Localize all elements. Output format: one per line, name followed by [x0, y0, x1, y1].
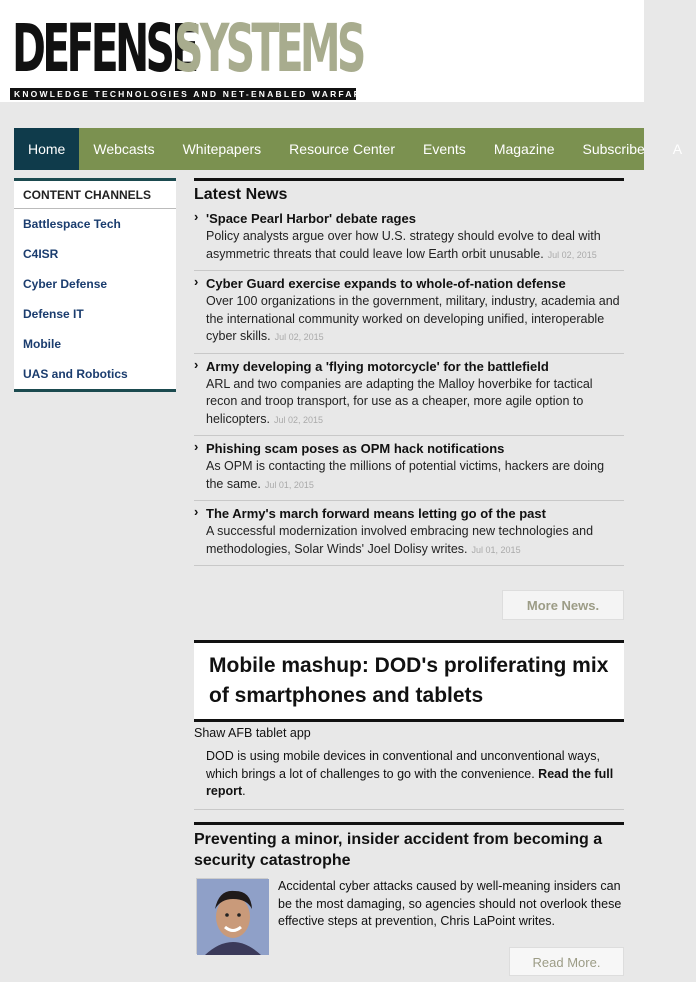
author-photo-icon [197, 879, 269, 955]
logo-defense-text: DEFENSE [12, 10, 196, 87]
sidebar-item-uas-robotics[interactable]: UAS and Robotics [23, 367, 128, 381]
article-title-link[interactable]: Preventing a minor, insider accident from becoming a security catastrophe [194, 831, 603, 869]
sidebar-item-defense-it[interactable]: Defense IT [23, 307, 84, 321]
article-section [194, 822, 624, 954]
news-headline-link[interactable]: Phishing scam poses as OPM hack notifications [206, 441, 505, 456]
read-full-report-link[interactable]: Read the full report [206, 766, 614, 798]
chevron-right-icon: › [194, 439, 199, 454]
sidebar-item-mobile[interactable]: Mobile [23, 337, 61, 351]
news-summary [206, 523, 624, 559]
nav-item-whitepapers[interactable]: Whitepapers [182, 141, 262, 157]
news-summary-text: Over 100 organizations in the government, military, industry, academia and the international community worked on developing unified, interoperable cyber skills. [206, 294, 620, 343]
news-item [194, 501, 624, 566]
news-item [194, 271, 624, 354]
feature-body-suffix: . [242, 784, 246, 798]
news-summary-text: Policy analysts argue over how U.S. strategy should evolve to deal with asymmetric threats that could leave low Earth orbit unusable. [206, 229, 601, 261]
feature-title-box [194, 640, 624, 719]
news-summary-text: As OPM is contacting the millions of potential victims, hackers are doing the same. [206, 459, 605, 491]
feature-title-link[interactable]: Mobile mashup: DOD's proliferating mix of smartphones and tablets [209, 654, 609, 707]
news-headline-link[interactable]: The Army's march forward means letting go of the past [206, 506, 546, 521]
nav-item-magazine[interactable]: Magazine [493, 141, 555, 157]
chevron-right-icon: › [194, 356, 199, 372]
news-headline-link[interactable]: Army developing a 'flying motorcycle' for the battlefield [206, 358, 549, 374]
more-news-button[interactable]: More News. [502, 590, 624, 620]
news-headline-link[interactable]: Cyber Guard exercise expands to whole-of-nation defense [206, 276, 566, 291]
news-summary [206, 228, 624, 264]
chevron-right-icon: › [194, 209, 199, 224]
news-date: Jul 01, 2015 [264, 479, 314, 490]
chevron-right-icon: › [194, 504, 199, 519]
nav-item-subscribe[interactable]: Subscribe [582, 141, 645, 157]
nav-item-resource-center[interactable]: Resource Center [289, 141, 395, 157]
nav-item-truncated[interactable]: A [672, 141, 683, 157]
main-nav [14, 128, 683, 170]
content-channels-sidebar [14, 178, 176, 392]
news-item [194, 206, 624, 271]
read-more-button[interactable]: Read More. [509, 947, 624, 976]
sidebar-item-c4isr[interactable]: C4ISR [23, 247, 59, 261]
news-item [194, 436, 624, 501]
nav-item-home[interactable]: Home [14, 128, 79, 170]
author-avatar [196, 878, 268, 954]
feature-caption: Shaw AFB tablet app [194, 719, 624, 744]
feature-body [194, 744, 624, 810]
news-item [194, 354, 624, 437]
article-summary: Accidental cyber attacks caused by well-meaning insiders can be the most damaging, so agencies should not overlook these effective steps at prevention, Chris LaPoint writes. [278, 879, 622, 928]
sidebar-item-cyber-defense[interactable]: Cyber Defense [23, 277, 108, 291]
news-date: Jul 01, 2015 [471, 544, 521, 555]
site-header [0, 0, 644, 102]
article-row [194, 878, 624, 954]
chevron-right-icon: › [194, 274, 199, 289]
latest-news-title: Latest News [194, 186, 288, 203]
nav-item-webcasts[interactable]: Webcasts [93, 141, 155, 157]
news-summary [206, 458, 624, 494]
news-date: Jul 02, 2015 [547, 249, 597, 260]
news-headline-link[interactable]: 'Space Pearl Harbor' debate rages [206, 211, 416, 226]
nav-item-events[interactable]: Events [423, 141, 466, 157]
feature-body-text: DOD is using mobile devices in conventional and unconventional ways, which brings a lot of challenges to go with the convenience. [206, 749, 600, 781]
feature-section [194, 640, 624, 810]
news-summary-text: A successful modernization involved embracing new technologies and methodologies, Solar Winds' Joel Dolisy writes. [206, 524, 594, 556]
news-summary-text: ARL and two companies are adapting the Malloy hoverbike for tactical recon and troop transport, for use as a cheaper, more agile option to helicopters. [206, 376, 593, 426]
latest-news-section [194, 178, 624, 566]
news-summary [206, 376, 624, 430]
site-tagline: KNOWLEDGE TECHNOLOGIES AND NET-ENABLED WARFARE [10, 88, 356, 100]
sidebar-title: CONTENT CHANNELS [14, 181, 176, 209]
sidebar-item-battlespace-tech[interactable]: Battlespace Tech [23, 217, 121, 231]
logo-systems-text: SYSTEMS [174, 10, 363, 87]
news-summary [206, 293, 624, 347]
news-date: Jul 02, 2015 [274, 332, 324, 342]
site-logo[interactable] [10, 10, 370, 99]
news-date: Jul 02, 2015 [273, 414, 323, 425]
